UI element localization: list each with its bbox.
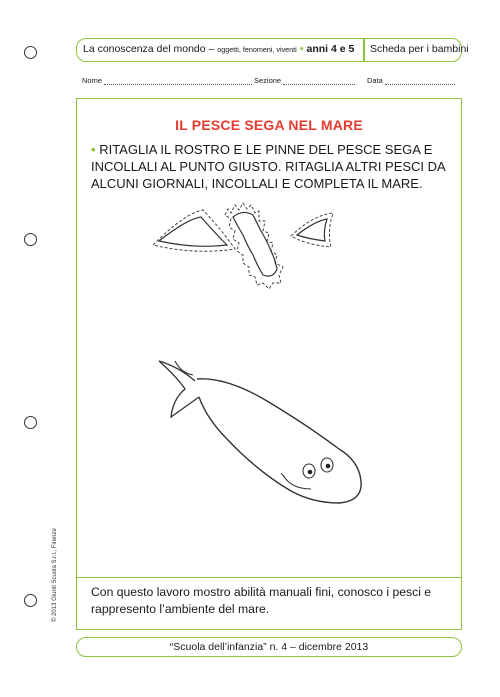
binder-hole-bottom — [24, 594, 37, 607]
header-topic — [83, 43, 354, 55]
name-field[interactable] — [82, 76, 252, 85]
activity-panel — [76, 98, 462, 630]
bullet-icon: • — [91, 142, 96, 157]
subtopic-label: oggetti, fenomeni, viventi — [217, 45, 297, 54]
header-divider — [363, 38, 365, 62]
learning-note-text: Con questo lavoro mostro abilità manuali fini, conosco i pesci e rappresento l’ambiente del mare. — [91, 585, 432, 616]
cutout-fin-left — [153, 210, 235, 251]
date-field[interactable] — [367, 76, 455, 85]
topic-label: La conoscenza del mondo – — [83, 43, 215, 55]
ages-label: anni 4 e 5 — [306, 43, 355, 55]
name-label: Nome — [82, 76, 103, 85]
sawfish-artwork — [77, 99, 463, 577]
section-label: Sezione — [254, 76, 282, 85]
bullet-icon: • — [299, 43, 304, 55]
learning-note — [77, 577, 461, 632]
activity-title: IL PESCE SEGA NEL MARE — [175, 117, 363, 133]
copyright-credit: © 2013 Giunti Scuola S.r.l., Firenze — [52, 528, 58, 622]
date-label: Data — [367, 76, 383, 85]
cutout-fin-right — [291, 213, 333, 247]
header-bar — [76, 38, 469, 62]
binder-hole-lower — [24, 416, 37, 429]
binder-hole-top — [24, 46, 37, 59]
issue-footer: “Scuola dell’infanzia” n. 4 – dicembre 2013 — [76, 637, 462, 657]
sawfish-body — [159, 361, 361, 503]
binder-hole-upper — [24, 233, 37, 246]
cutout-rostrum — [225, 203, 283, 289]
section-field[interactable] — [254, 76, 355, 85]
instruction-body: RITAGLIA IL ROSTRO E LE PINNE DEL PESCE SEGA E INCOLLALI AL PUNTO GIUSTO. RITAGLIA ALTRI PESCI DA ALCUNI GIORNALI, INCOLLALI E COMPLETA IL MARE. — [91, 142, 446, 191]
student-fields — [82, 76, 460, 88]
sheet-type-label: Scheda per i bambini — [370, 43, 469, 55]
